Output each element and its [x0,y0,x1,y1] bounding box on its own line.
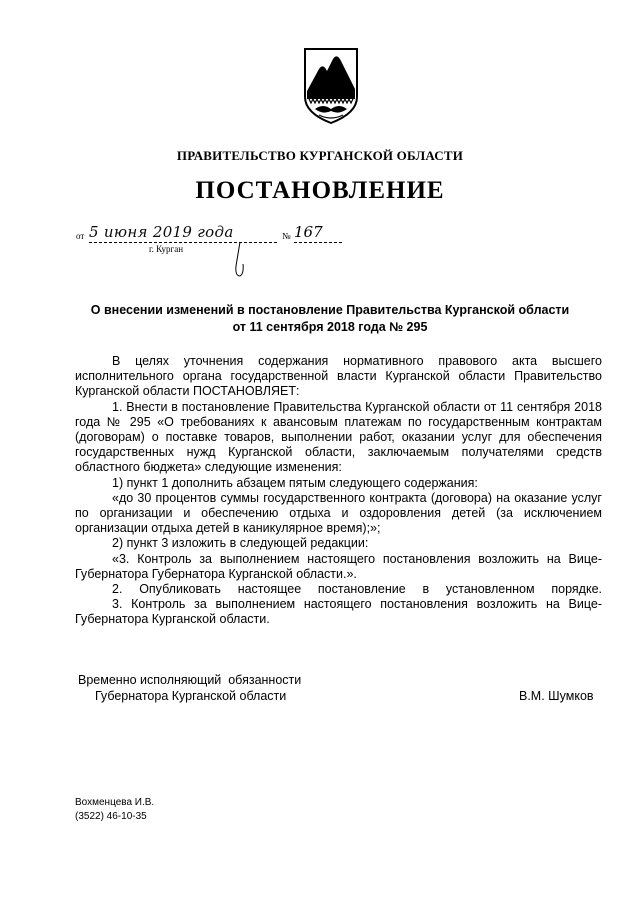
title-line-1: О внесении изменений в постановление Правительства Курганской области [90,303,570,317]
government-name: ПРАВИТЕЛЬСТВО КУРГАНСКОЙ ОБЛАСТИ [176,148,464,163]
paragraph-quote-1: «до 30 процентов суммы государственного контракта (договора) на оказание услуг по организации и обеспечению отдыха и оздоровления детей (за исключением организации отдыха детей в каникулярное время);»; [75,490,602,536]
signatory-name: В.М. Шумков [519,689,594,703]
document-number: 167 [294,222,342,243]
signatory-position-line-2: Губернатора Курганской области [95,689,287,703]
paragraph-item-3: 3. Контроль за выполнением настоящего постановления возложить на Вице-Губернатора Курганской области. [75,597,602,627]
paragraph-subitem-2: 2) пункт 3 изложить в следующей редакции: [112,536,369,551]
paragraph-preamble: В целях уточнения содержания нормативного правового акта высшего исполнительного органа государственной власти Курганской области Правительство Курганской области ПОСТАНОВЛЯЕТ: [75,354,602,399]
paragraph-item-1: 1. Внести в постановление Правительства Курганской области от 11 сентября 2018 года № 295 «О требованиях к авансовым платежам по государственным контрактам (договорам) о поставке товаров, выполнении работ, оказании услуг для обеспечения государственных нужд Курганской области, заключаемым получателями средств областного бюджета» следующие изменения: [75,399,602,475]
document-type-heading: ПОСТАНОВЛЕНИЕ [195,177,445,204]
executor-phone: (3522) 46-10-35 [75,811,147,822]
paragraph-quote-2: «3. Контроль за выполнением настоящего постановления возложить на Вице-Губернатора Губернатора Курганской области.». [75,551,602,581]
document-date: 5 июня 2019 года [89,222,277,243]
coat-of-arms-icon [299,45,363,127]
document-place: г. Курган [149,244,184,254]
executor-name: Вохменцева И.В. [75,797,155,808]
title-line-2: от 11 сентября 2018 года № 295 [232,320,428,334]
date-prefix: от [76,231,85,241]
paragraph-subitem-1: 1) пункт 1 дополнить абзацем пятым следующего содержания: [112,475,478,490]
handwritten-flourish-icon [226,240,266,280]
signatory-position-line-1: Временно исполняющий обязанности [78,673,302,687]
document-meta [76,222,356,282]
number-prefix: № [282,231,291,241]
document-title [0,302,640,336]
paragraph-item-2: 2. Опубликовать настоящее постановление в установленном порядке. [112,582,602,597]
document-body [75,354,602,628]
